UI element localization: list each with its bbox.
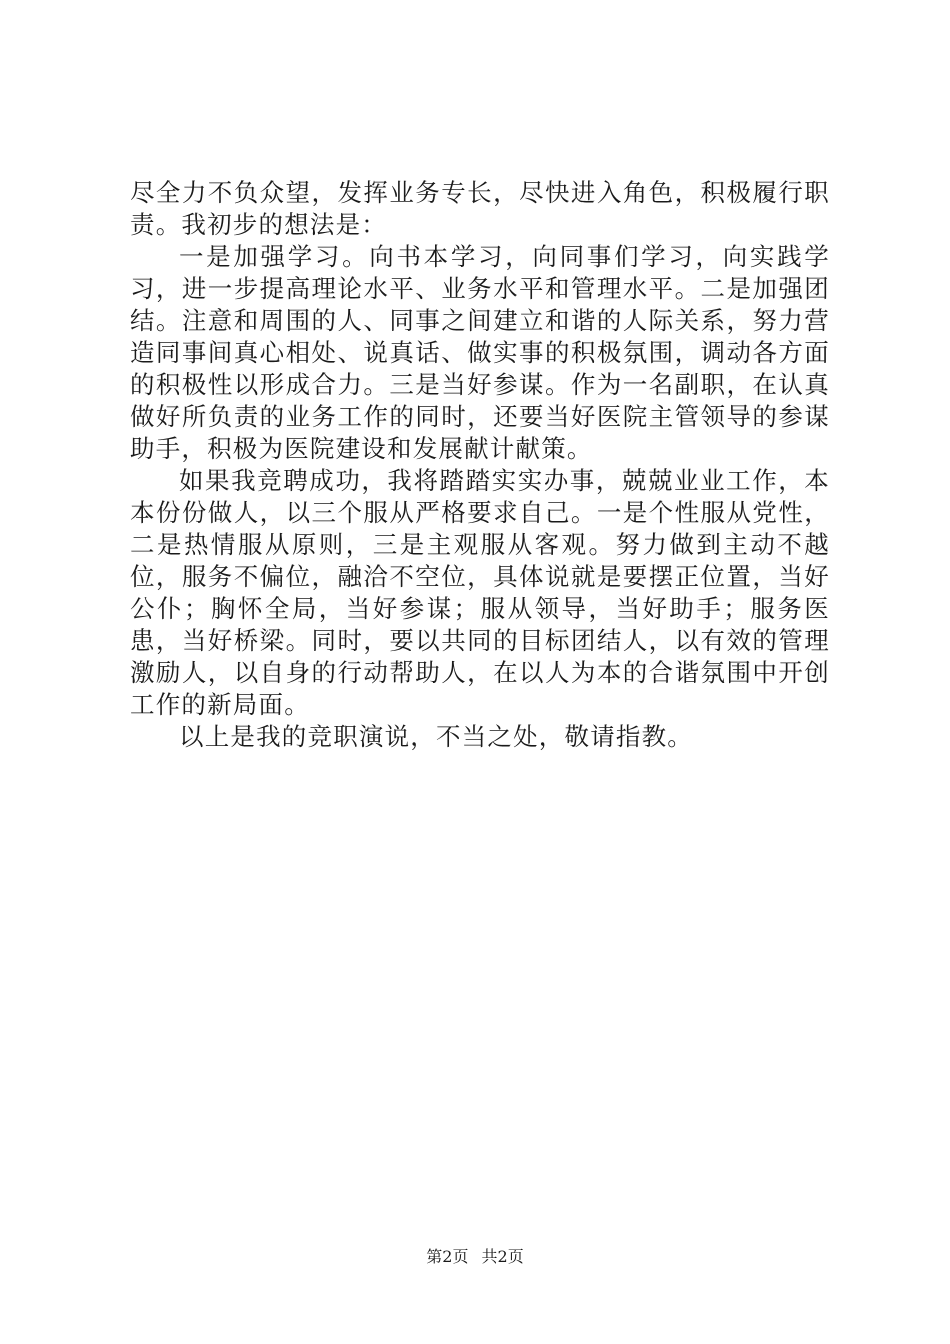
page-footer	[0, 1244, 950, 1267]
paragraph: 以上是我的竞职演说，不当之处，敬请指教。	[179, 722, 693, 751]
paragraph: 如果我竞聘成功，我将踏踏实实办事，兢兢业业工作，本本份份做人，以三个服从严格要求自己。一是个性服从党性，二是热情服从原则，三是主观服从客观。努力做到主动不越位，服务不偏位，融洽不空位，具体说就是要摆正位置，当好公仆；胸怀全局，当好参谋；服从领导，当好助手；服务医患，当好桥梁。同时，要以共同的目标团结人，以有效的管理激励人，以自身的行动帮助人，在以人为本的合谐氛围中开创工作的新局面。	[130, 466, 830, 719]
paragraph: 尽全力不负众望，发挥业务专长，尽快进入角色，积极履行职责。我初步的想法是：	[130, 178, 830, 239]
page-total: 共2页	[481, 1247, 524, 1266]
page-number: 第2页	[426, 1247, 469, 1266]
document-body	[130, 177, 830, 753]
paragraph: 一是加强学习。向书本学习，向同事们学习，向实践学习，进一步提高理论水平、业务水平和管理水平。二是加强团结。注意和周围的人、同事之间建立和谐的人际关系，努力营造同事间真心相处、说真话、做实事的积极氛围，调动各方面的积极性以形成合力。三是当好参谋。作为一名副职，在认真做好所负责的业务工作的同时，还要当好医院主管领导的参谋助手，积极为医院建设和发展献计献策。	[130, 242, 830, 463]
